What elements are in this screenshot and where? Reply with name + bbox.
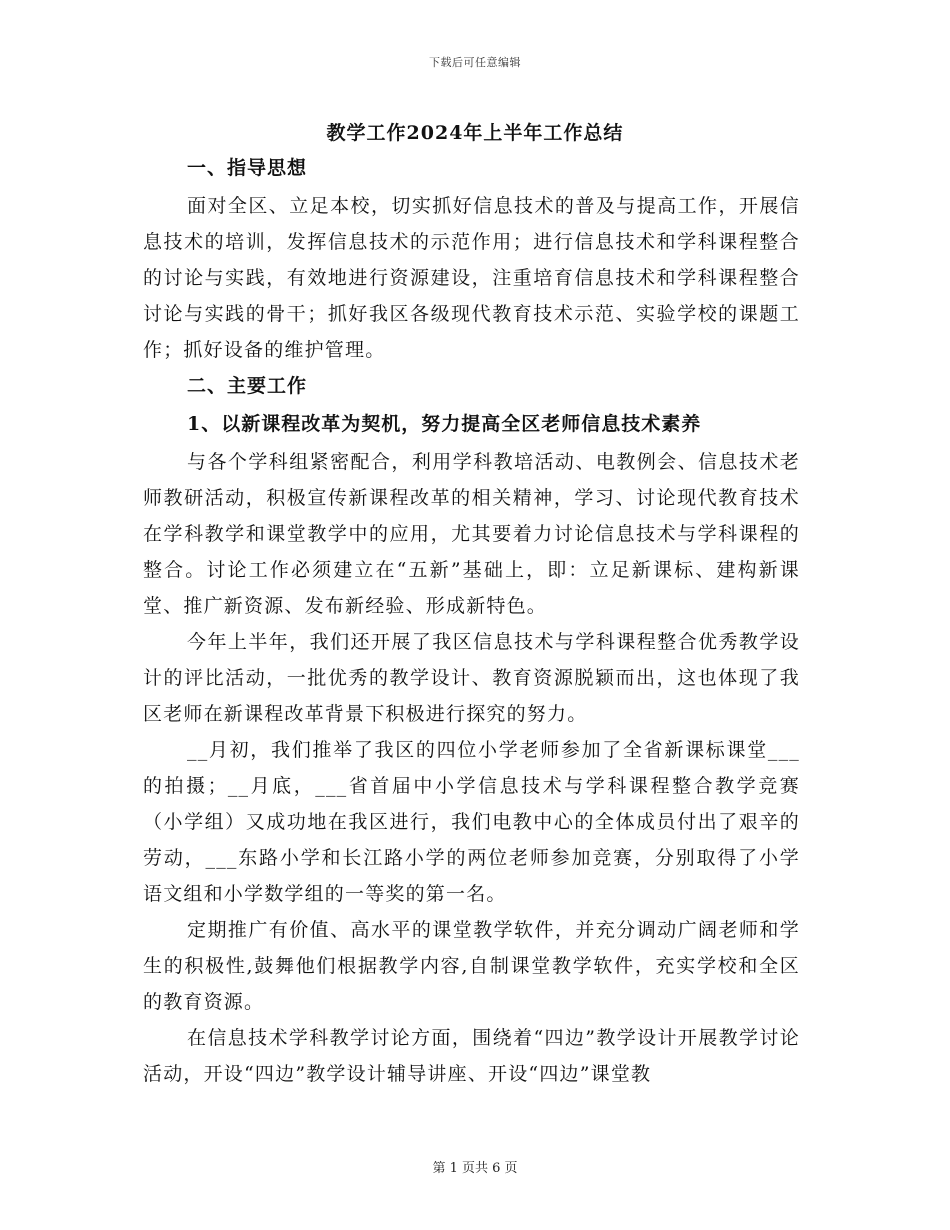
paragraph: 面对全区、立足本校，切实抓好信息技术的普及与提高工作，开展信息技术的培训，发挥信息技术的示范作用；进行信息技术和学科课程整合的讨论与实践，有效地进行资源建设，注重培育信息技术和学科课程整合讨论与实践的骨干；抓好我区各级现代教育技术示范、实验学校的课题工作；抓好设备的维护管理。 [143,195,800,361]
document-body [143,150,800,1092]
paragraph: 今年上半年，我们还开展了我区信息技术与学科课程整合优秀教学设计的评比活动，一批优秀的教学设计、教育资源脱颖而出，这也体现了我区老师在新课程改革背景下积极进行探究的努力。 [143,631,800,725]
paragraph: 与各个学科组紧密配合，利用学科教培活动、电教例会、信息技术老师教研活动，积极宣传新课程改革的相关精神，学习、讨论现代教育技术在学科教学和课堂教学中的应用，尤其要着力讨论信息技术与学科课程的整合。讨论工作必须建立在“五新”基础上，即：立足新课标、建构新课堂、推广新资源、发布新经验、形成新特色。 [143,451,800,617]
section-heading-guiding-thought: 一、指导思想 [187,157,308,179]
download-note: 下载后可任意编辑 [429,56,521,69]
paragraph: 在信息技术学科教学讨论方面，围绕着“四边”教学设计开展教学讨论活动，开设“四边”教学设计辅导讲座、开设“四边”课堂教 [143,1027,800,1085]
page-number: 第 1 页共 6 页 [432,1161,518,1176]
paragraph: __月初，我们推举了我区的四位小学老师参加了全省新课标课堂___的拍摄；__月底，___省首届中小学信息技术与学科课程整合教学竞赛（小学组）又成功地在我区进行，我们电教中心的全体成员付出了艰辛的劳动，___东路小学和长江路小学的两位老师参加竞赛，分别取得了小学语文组和小学数学组的一等奖的第一名。 [143,739,800,905]
document-title: 教学工作2024年上半年工作总结 [326,122,624,144]
subsection-heading-new-curriculum: 1、以新课程改革为契机，努力提高全区老师信息技术素养 [187,413,702,435]
section-heading-main-work: 二、主要工作 [187,375,308,397]
paragraph: 定期推广有价值、高水平的课堂教学软件，并充分调动广阔老师和学生的积极性,鼓舞他们根据教学内容,自制课堂教学软件，充实学校和全区的教育资源。 [143,919,800,1013]
